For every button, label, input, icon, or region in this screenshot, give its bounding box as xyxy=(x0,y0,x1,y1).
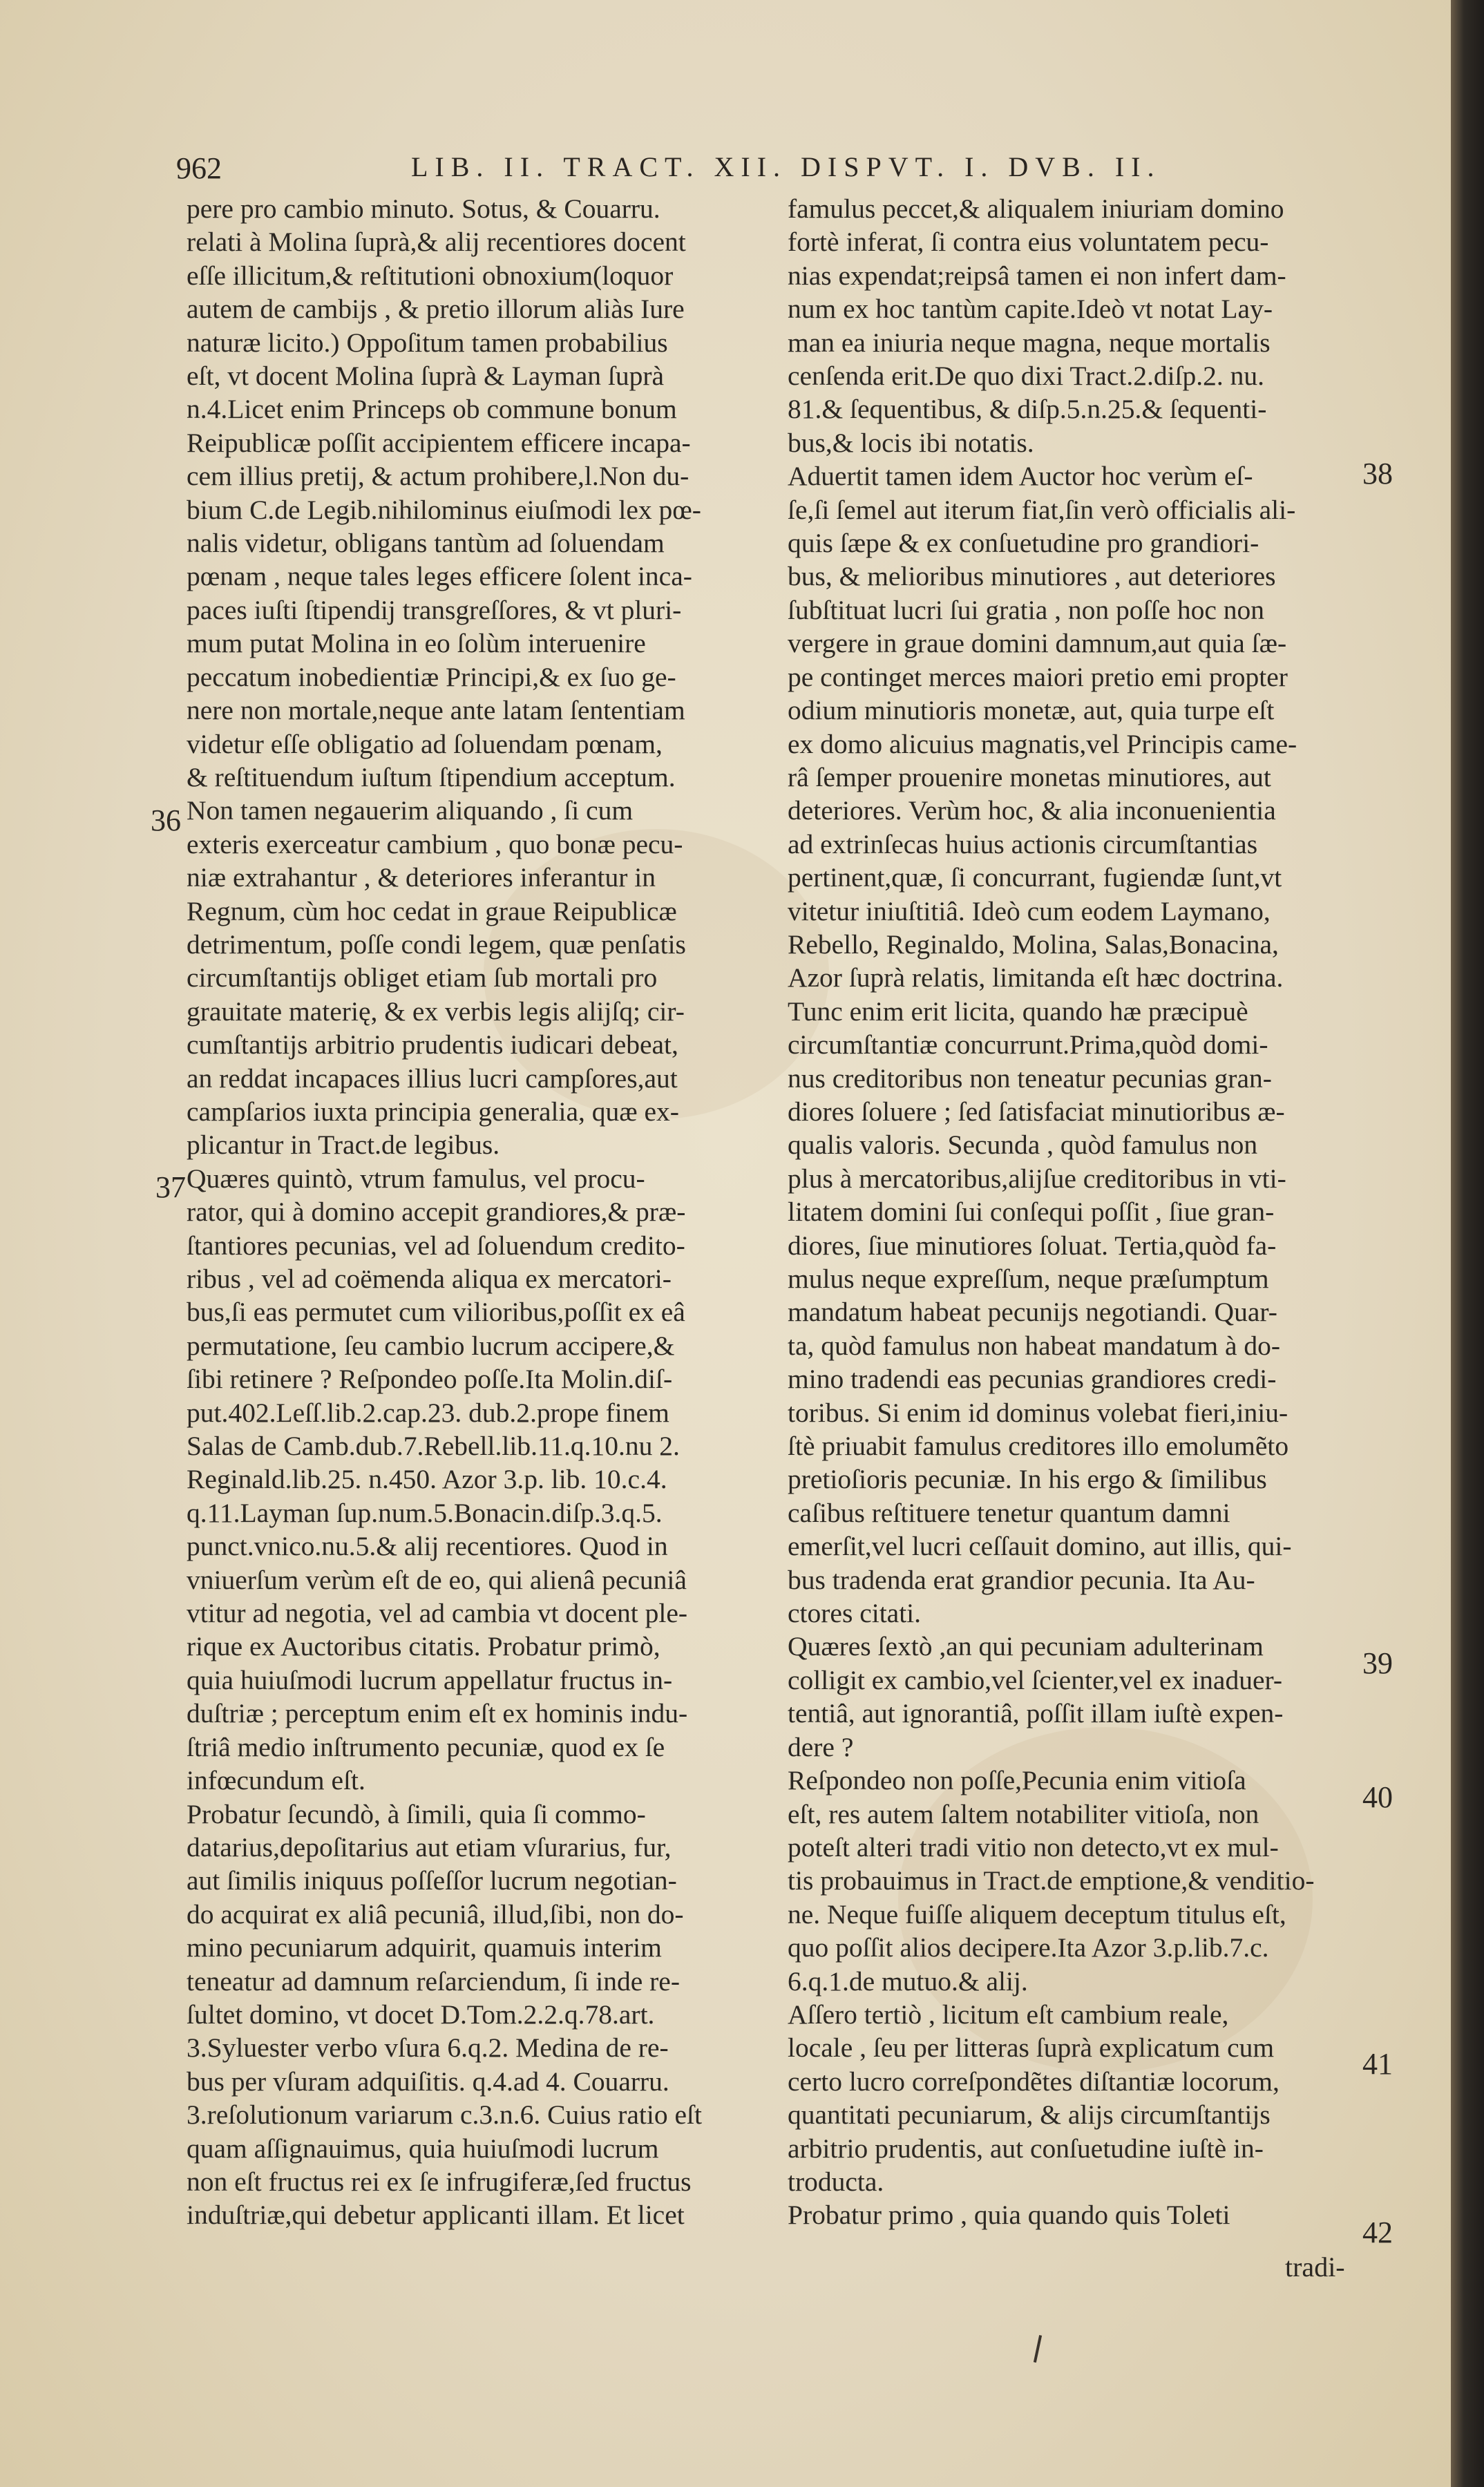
page-edge-shadow xyxy=(1451,0,1484,2487)
text-line: ſtè priuabit famulus creditores illo emolumẽto xyxy=(788,1431,1289,1462)
text-line: eſſe illicitum,& reſtitutioni obnoxium(loquor xyxy=(187,260,674,291)
text-line: videtur eſſe obligatio ad ſoluendam pœnam, xyxy=(187,728,663,759)
text-line: exteris exerceatur cambium , quo bonæ pecu- xyxy=(187,828,683,859)
margin-number: 41 xyxy=(1362,2047,1393,2081)
margin-number: 40 xyxy=(1362,1780,1393,1814)
text-line: mulus neque expreſſum, neque præſumptum xyxy=(788,1264,1269,1294)
text-line: ta, quòd famulus non habeat mandatum à do- xyxy=(788,1330,1281,1361)
text-line: mino tradendi eas pecunias grandiores credi- xyxy=(788,1364,1277,1395)
text-line: dere ? xyxy=(788,1731,854,1762)
text-line: duſtriæ ; perceptum enim eſt ex hominis indu- xyxy=(187,1698,688,1729)
text-line: bus per vſuram adquiſitis. q.4.ad 4. Couarru. xyxy=(187,2066,669,2097)
text-line: Non tamen negauerim aliquando , ſi cum xyxy=(187,795,634,826)
text-line: deteriores. Verùm hoc, & alia inconuenientia xyxy=(788,795,1276,826)
text-line: Probatur primo , quia quando quis Toleti xyxy=(788,2200,1230,2231)
text-line: induſtriæ,qui debetur applicanti illam. Et licet xyxy=(187,2200,685,2231)
text-line: quis ſæpe & ex conſuetudine pro grandiori- xyxy=(788,528,1259,559)
text-line: peccatum inobedientiæ Principi,& ex ſuo ge- xyxy=(187,661,676,692)
text-line: Tunc enim erit licita, quando hæ præcipuè xyxy=(788,995,1248,1027)
text-line: 81.& ſequentibus, & diſp.5.n.25.& ſequenti- xyxy=(788,394,1267,425)
text-line: relati à Molina ſuprà,& alij recentiores docent xyxy=(187,227,686,258)
text-line: certo lucro correſpondẽtes diſtantiæ locorum, xyxy=(788,2066,1280,2097)
text-line: circumſtantijs obliget etiam ſub mortali pro xyxy=(187,962,658,993)
text-line: ne. Neque fuiſſe aliquem deceptum titulus eſt, xyxy=(788,1898,1286,1929)
text-line: ſtriâ medio inſtrumento pecuniæ, quod ex ſe xyxy=(187,1731,665,1762)
text-line: bium C.de Legib.nihilominus eiuſmodi lex pœ- xyxy=(187,494,701,525)
text-line: Aduertit tamen idem Auctor hoc verùm eſ- xyxy=(788,461,1253,492)
text-line: tentiâ, aut ignorantiâ, poſſit illam iuſtè expen- xyxy=(788,1698,1284,1729)
text-line: detrimentum, poſſe condi legem, quæ penſatis xyxy=(187,928,686,960)
text-line: Quæres ſextò ,an qui pecuniam adulterinam xyxy=(788,1631,1264,1662)
text-line: q.11.Layman ſup.num.5.Bonacin.diſp.3.q.5. xyxy=(187,1497,663,1528)
text-line: teneatur ad damnum reſarciendum, ſi inde re- xyxy=(187,1965,680,1997)
text-line: pe continget merces maiori pretio emi propter xyxy=(788,661,1288,692)
text-line: Rebello, Reginaldo, Molina, Salas,Bonacina, xyxy=(788,928,1279,960)
text-line: nias expendat;reipsâ tamen ei non infert dam- xyxy=(788,260,1286,291)
text-line: rator, qui à domino accepit grandiores,& præ- xyxy=(187,1197,686,1228)
text-line: eſt, res autem ſaltem notabiliter vitioſa, non xyxy=(788,1798,1259,1829)
text-line: pretioſioris pecuniæ. In his ergo & ſimilibus xyxy=(788,1464,1267,1495)
text-line: vniuerſum verùm eſt de eo, qui alienâ pecuniâ xyxy=(187,1564,687,1595)
text-line: nere non mortale,neque ante latam ſententiam xyxy=(187,695,685,726)
text-line: & reſtituendum iuſtum ſtipendium acceptum. xyxy=(187,761,676,792)
text-line: man ea iniuria neque magna, neque mortalis xyxy=(788,327,1271,358)
text-line: campſarios iuxta principia generalia, quæ ex- xyxy=(187,1096,679,1127)
text-line: litatem domini ſui conſequi poſſit , ſiue gran- xyxy=(788,1197,1275,1228)
text-line: caſibus reſtituere tenetur quantum damni xyxy=(788,1497,1230,1528)
text-line: bus, & melioribus minutiores , aut deteriores xyxy=(788,561,1276,592)
text-line: 3.reſolutionum variarum c.3.n.6. Cuius ratio eſt xyxy=(187,2099,702,2131)
text-line: Reipublicæ poſſit accipientem efficere incapa- xyxy=(187,427,691,458)
text-line: bus tradenda erat grandior pecunia. Ita Au- xyxy=(788,1564,1255,1595)
running-header xyxy=(176,151,1371,192)
text-line: quo poſſit alios decipere.Ita Azor 3.p.lib.7.c. xyxy=(788,1932,1269,1963)
text-line: pertinent,quæ, ſi concurrant, fugiendæ ſunt,vt xyxy=(788,862,1282,893)
text-line: poteſt alteri tradi vitio non detecto,vt ex mul- xyxy=(788,1831,1279,1862)
text-line: num ex hoc tantùm capite.Ideò vt notat Lay- xyxy=(788,294,1273,325)
text-line: Probatur ſecundò, à ſimili, quia ſi commo- xyxy=(187,1798,646,1829)
text-line: datarius,depoſitarius aut etiam vſurarius, fur, xyxy=(187,1831,672,1862)
text-line: pere pro cambio minuto. Sotus, & Couarru. xyxy=(187,193,660,224)
text-line: cenſenda erit.De quo dixi Tract.2.diſp.2. nu. xyxy=(788,361,1265,392)
text-line: do acquirat ex aliâ pecuniâ, illud,ſibi, non do- xyxy=(187,1898,684,1929)
text-line: permutatione, ſeu cambio lucrum accipere,& xyxy=(187,1330,675,1361)
text-line: 6.q.1.de mutuo.& alij. xyxy=(788,1965,1028,1997)
text-line: Azor ſuprà relatis, limitanda eſt hæc doctrina. xyxy=(788,962,1284,993)
text-line: infœcundum eſt. xyxy=(187,1765,365,1796)
margin-number: 37 xyxy=(155,1170,186,1204)
text-line: diores, ſiue minutiores ſoluat. Tertia,quòd fa- xyxy=(788,1230,1277,1261)
text-line: circumſtantiæ concurrunt.Prima,quòd domi- xyxy=(788,1029,1268,1060)
text-line: diores ſoluere ; ſed ſatisfaciat minutioribus æ- xyxy=(788,1096,1285,1127)
text-line: vergere in graue domini damnum,aut quia ſæ- xyxy=(788,628,1287,659)
text-line: autem de cambijs , & pretio illorum aliàs Iure xyxy=(187,294,685,325)
text-line: quam aſſignauimus, quia huiuſmodi lucrum xyxy=(187,2133,659,2164)
text-line: nus creditoribus non teneatur pecunias gran- xyxy=(788,1063,1272,1094)
running-title: LIB. II. TRACT. XII. DISPVT. I. DVB. II. xyxy=(411,151,1161,182)
text-line: toribus. Si enim id dominus volebat fieri,iniu- xyxy=(788,1397,1288,1428)
text-line: odium minutioris monetæ, aut, quia turpe eſt xyxy=(788,695,1275,726)
text-line: ribus , vel ad coëmenda aliqua ex mercatori- xyxy=(187,1264,672,1294)
text-line: ſultet domino, vt docet D.Tom.2.2.q.78.art. xyxy=(187,1999,655,2030)
text-line: bus,ſi eas permutet cum vilioribus,poſſit ex eâ xyxy=(187,1297,685,1328)
text-line: naturæ licito.) Oppoſitum tamen probabilius xyxy=(187,327,668,358)
text-line: ad extrinſecas huius actionis circumſtantias xyxy=(788,828,1258,859)
text-line: non eſt fructus rei ex ſe infrugiferæ,ſed fructus xyxy=(187,2166,692,2197)
text-line: tis probauimus in Tract.de emptione,& venditio- xyxy=(788,1865,1315,1896)
text-line: Salas de Camb.dub.7.Rebell.lib.11.q.10.nu 2. xyxy=(187,1431,680,1462)
text-line: 3.Syluester verbo vſura 6.q.2. Medina de re- xyxy=(187,2032,669,2064)
text-line: nalis videtur, obligans tantùm ad ſoluendam xyxy=(187,528,665,559)
text-line: quantitati pecuniarum, & alijs circumſtantijs xyxy=(788,2099,1271,2131)
text-line: plus à mercatoribus,alijſue creditoribus in vti- xyxy=(788,1163,1286,1194)
margin-number: 36 xyxy=(151,803,181,837)
text-line: aut ſimilis iniquus poſſeſſor lucrum negotian- xyxy=(187,1865,677,1896)
text-line: troducta. xyxy=(788,2166,884,2197)
text-line: rique ex Auctoribus citatis. Probatur primò, xyxy=(187,1631,660,1662)
text-line: arbitrio prudentis, aut conſuetudine iuſtè in- xyxy=(788,2133,1264,2164)
text-line: cumſtantijs arbitrio prudentis iudicari debeat, xyxy=(187,1029,678,1060)
text-line: famulus peccet,& aliqualem iniuriam domino xyxy=(788,193,1284,224)
text-line: Quæres quintò, vtrum famulus, vel procu- xyxy=(187,1163,645,1194)
text-line: ctores citati. xyxy=(788,1598,922,1629)
text-line: vtitur ad negotia, vel ad cambia vt docent ple- xyxy=(187,1598,688,1629)
text-line: ſe,ſi ſemel aut iterum fiat,ſin verò officialis ali- xyxy=(788,494,1296,525)
text-line: Regnum, cùm hoc cedat in graue Reipublicæ xyxy=(187,895,677,926)
text-line: niæ extrahantur , & deteriores inferantur in xyxy=(187,862,656,893)
text-line: pœnam , neque tales leges efficere ſolent inca- xyxy=(187,561,692,592)
margin-number: 39 xyxy=(1362,1646,1393,1680)
text-line: locale , ſeu per litteras ſuprà explicatum cum xyxy=(788,2032,1275,2064)
text-line: qualis valoris. Secunda , quòd famulus non xyxy=(788,1130,1258,1161)
text-line: râ ſemper prouenire monetas minutiores, aut xyxy=(788,761,1271,792)
page-number: 962 xyxy=(176,151,222,185)
text-line: ſibi retinere ? Reſpondeo poſſe.Ita Molin.diſ- xyxy=(187,1364,673,1395)
text-line: emerſit,vel lucri ceſſauit domino, aut illis, qui- xyxy=(788,1531,1292,1562)
text-line: colligit ex cambio,vel ſcienter,vel ex inaduer- xyxy=(788,1664,1283,1695)
text-line: bus,& locis ibi notatis. xyxy=(788,427,1034,458)
text-line: mino pecuniarum adquirit, quamuis interim xyxy=(187,1932,662,1963)
text-line: punct.vnico.nu.5.& alij recentiores. Quod in xyxy=(187,1531,668,1562)
text-line: Reginald.lib.25. n.450. Azor 3.p. lib. 10.c.4. xyxy=(187,1464,667,1495)
text-line: fortè inferat, ſi contra eius voluntatem pecu- xyxy=(788,227,1269,258)
text-line: an reddat incapaces illius lucri campſores,aut xyxy=(187,1063,678,1094)
text-line: Aſſero tertiò , licitum eſt cambium reale, xyxy=(788,1999,1229,2030)
text-line: ſtantiores pecunias, vel ad ſoluendum credito- xyxy=(187,1230,685,1261)
text-line: ex domo alicuius magnatis,vel Principis came- xyxy=(788,728,1297,759)
text-line: grauitate materię, & ex verbis legis alijſq; cir- xyxy=(187,995,685,1027)
ink-mark xyxy=(1034,2335,1042,2363)
left-text-column xyxy=(187,192,778,2232)
right-text-column xyxy=(788,192,1354,2232)
text-line: eſt, vt docent Molina ſuprà & Layman ſuprà xyxy=(187,361,665,392)
text-line: vitetur iniuſtitiâ. Ideò cum eodem Laymano, xyxy=(788,895,1271,926)
margin-number: 42 xyxy=(1362,2216,1393,2249)
text-line: plicantur in Tract.de legibus. xyxy=(187,1130,500,1161)
catchword: tradi- xyxy=(1285,2251,1345,2283)
text-line: put.402.Leſſ.lib.2.cap.23. dub.2.prope finem xyxy=(187,1397,669,1428)
text-line: quia huiuſmodi lucrum appellatur fructus in- xyxy=(187,1664,673,1695)
margin-number: 38 xyxy=(1362,457,1393,490)
text-line: mandatum habeat pecunijs negotiandi. Quar- xyxy=(788,1297,1277,1328)
text-line: ſubſtituat lucri ſui gratia , non poſſe hoc non xyxy=(788,594,1265,625)
text-line: Reſpondeo non poſſe,Pecunia enim vitioſa xyxy=(788,1765,1246,1796)
text-line: paces iuſti ſtipendij transgreſſores, & vt pluri- xyxy=(187,594,682,625)
text-line: mum putat Molina in eo ſolùm interuenire xyxy=(187,628,646,659)
text-line: n.4.Licet enim Princeps ob commune bonum xyxy=(187,394,677,425)
text-line: cem illius pretij, & actum prohibere,l.Non du- xyxy=(187,461,689,492)
